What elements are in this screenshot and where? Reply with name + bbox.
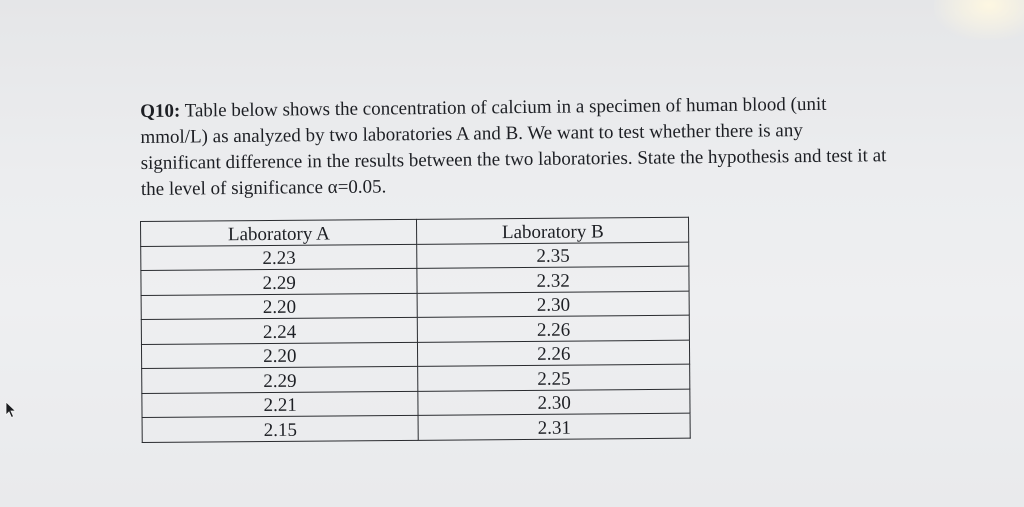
table-cell: 2.26 [418, 315, 690, 342]
table-cell: 2.30 [418, 291, 690, 318]
table-cell: 2.25 [418, 364, 690, 391]
table-cell: 2.35 [417, 242, 689, 269]
table-cell: 2.30 [418, 389, 690, 416]
table-cell: 2.20 [141, 293, 418, 320]
question-line-1-text: Table below shows the concentration of calcium in a specimen of human blood (unit [184, 93, 827, 122]
question-line-4: the level of significance α=0.05. [140, 176, 387, 200]
question-text [140, 90, 961, 203]
header-laboratory-a: Laboratory A [141, 219, 418, 246]
table-row [142, 413, 690, 442]
question-label: Q10: [140, 100, 181, 122]
table-cell: 2.29 [142, 366, 419, 393]
calcium-data-table [140, 217, 691, 443]
table-cell: 2.23 [141, 244, 418, 271]
table-cell: 2.29 [141, 268, 418, 295]
table-cell: 2.21 [142, 391, 419, 418]
table-cell: 2.24 [141, 317, 418, 344]
table-cell: 2.31 [419, 413, 691, 440]
question-line-2: mmol/L) as analyzed by two laboratories A and B. We want to test whether there is any [140, 120, 803, 148]
table-cell: 2.32 [417, 266, 689, 293]
mouse-pointer-icon [5, 401, 17, 419]
table-cell: 2.20 [141, 342, 418, 369]
header-laboratory-b: Laboratory B [417, 217, 689, 244]
light-glare [934, 0, 1024, 40]
question-line-3: significant difference in the results between the two laboratories. State the hypothesis and test it at [140, 145, 887, 174]
table-cell: 2.15 [142, 415, 419, 442]
table-cell: 2.26 [418, 340, 690, 367]
